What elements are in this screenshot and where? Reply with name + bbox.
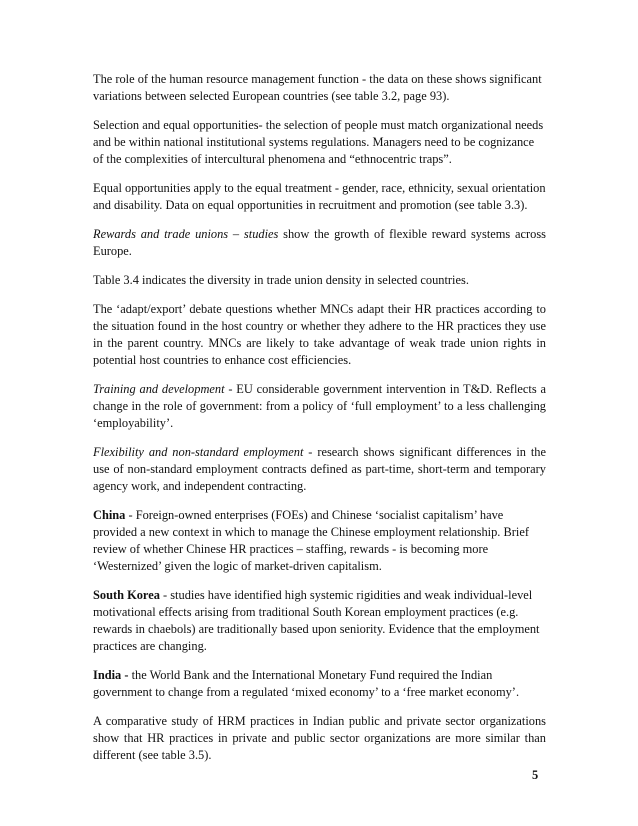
paragraph-china bbox=[93, 507, 546, 575]
paragraph-lead: South Korea bbox=[93, 588, 160, 602]
paragraph-rewards bbox=[93, 226, 546, 260]
page-number: 5 bbox=[532, 768, 539, 782]
paragraph-equal-opportunities bbox=[93, 180, 546, 214]
paragraph-lead: Rewards and trade unions – studies bbox=[93, 227, 279, 241]
paragraph-flexibility bbox=[93, 444, 546, 495]
paragraph-lead: China bbox=[93, 508, 126, 522]
paragraph-training bbox=[93, 381, 546, 432]
paragraph-text: show the growth of flexible reward systems across Europe. bbox=[93, 227, 546, 258]
paragraph-lead: Flexibility and non-standard employment - bbox=[93, 445, 313, 459]
paragraph-text: The ‘adapt/export’ debate questions whether MNCs adapt their HR practices according to the situation found in the host country or whether they adhere to the HR practices they use in the parent country. MNCs are likely to take advantage of weak trade union rights in potential host countries to enhance cost efficiencies. bbox=[93, 302, 546, 367]
paragraph-text: Selection and equal opportunities- the selection of people must match organizational needs and be within national institutional systems regulations. Managers need to be cognizance of the complexities of intercultural phenomena and “ethnocentric traps”. bbox=[93, 118, 544, 166]
paragraph-text: - studies have identified high systemic rigidities and weak individual-level motivational effects arising from traditional South Korean employment practices (e.g. rewards in chaebols) are traditionally based upon seniority. Evidence that the employment practices are changing. bbox=[93, 588, 540, 653]
paragraph-text: Equal opportunities apply to the equal treatment - gender, race, ethnicity, sexual orientation and disability. Data on equal opportunities in recruitment and promotion (see table 3.3). bbox=[93, 181, 546, 212]
paragraph-south-korea bbox=[93, 587, 546, 655]
paragraph-text: - Foreign-owned enterprises (FOEs) and Chinese ‘socialist capitalism’ have provided a new context in which to manage the Chinese employment relationship. Brief review of whether Chinese HR practices – staffing, rewards - is becoming more ‘Westernized’ given the logic of market-driven capitalism. bbox=[93, 508, 529, 573]
paragraph-adapt-export bbox=[93, 301, 546, 369]
paragraph-lead: Training and development - bbox=[93, 382, 233, 396]
paragraph-trade-union-density bbox=[93, 272, 546, 289]
paragraph-text: The role of the human resource management function - the data on these shows significant variations between selected European countries (see table 3.2, page 93). bbox=[93, 72, 542, 103]
paragraph-comparative-study bbox=[93, 713, 546, 764]
paragraph-text: A comparative study of HRM practices in Indian public and private sector organizations show that HR practices in private and public sector organizations are more similar than different (see table 3.5). bbox=[93, 714, 546, 762]
paragraph-india bbox=[93, 667, 546, 701]
paragraph-text: Table 3.4 indicates the diversity in trade union density in selected countries. bbox=[93, 273, 469, 287]
paragraph-text: EU considerable government intervention in T&D. Reflects a change in the role of government: from a policy of ‘full employment’ to a less challenging ‘employability’. bbox=[93, 382, 546, 430]
page-body bbox=[93, 71, 546, 776]
paragraph-text: the World Bank and the International Monetary Fund required the Indian government to change from a regulated ‘mixed economy’ to a ‘free market economy’. bbox=[93, 668, 520, 699]
paragraph-lead: India - bbox=[93, 668, 129, 682]
paragraph-text: research shows significant differences in the use of non-standard employment contracts defined as part-time, short-term and temporary agency work, and independent contracting. bbox=[93, 445, 546, 493]
paragraph-selection bbox=[93, 117, 546, 168]
paragraph-hrm-function bbox=[93, 71, 546, 105]
